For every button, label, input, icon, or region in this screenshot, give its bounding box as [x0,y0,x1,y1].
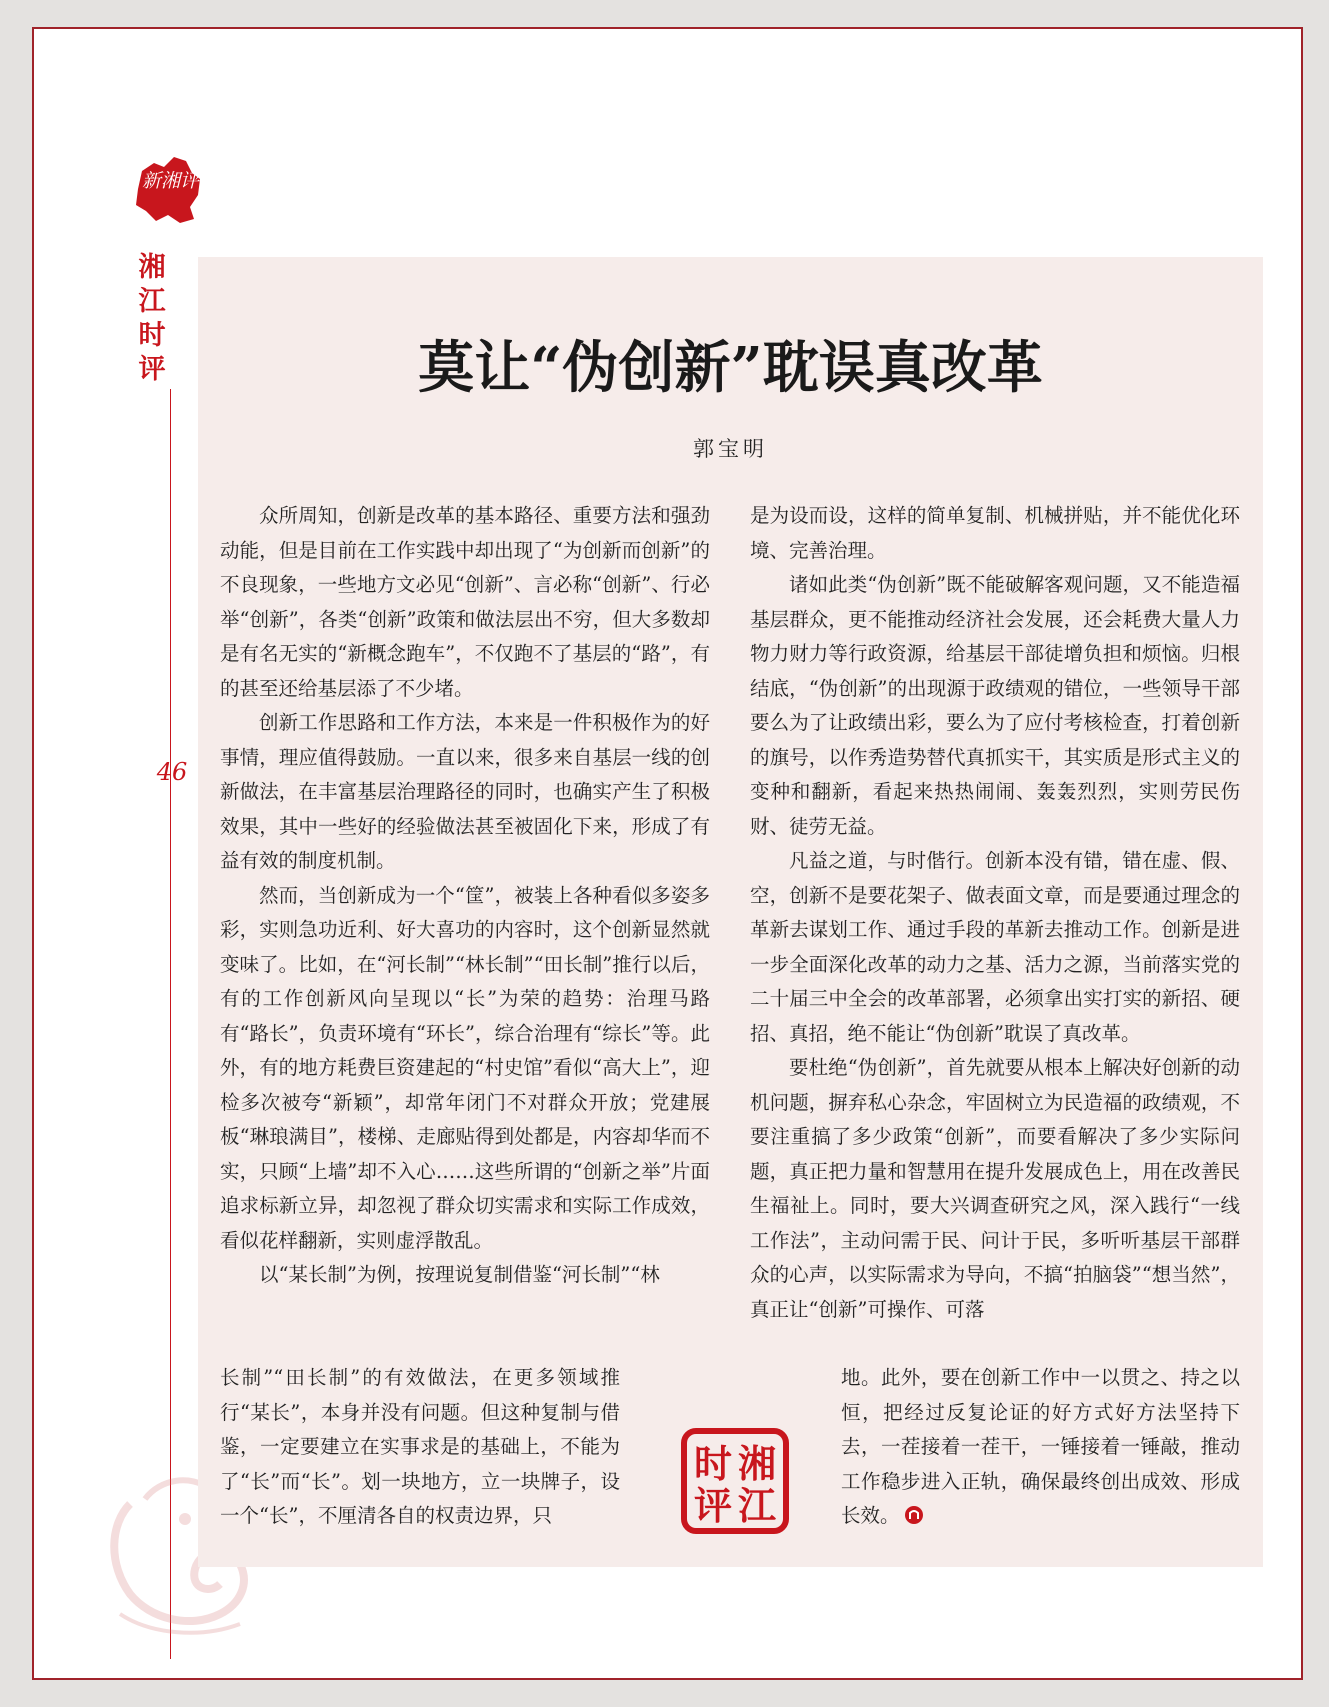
paragraph: 凡益之道，与时偕行。创新本没有错，错在虚、假、空，创新不是要花架子、做表面文章，而是要通过理念的革新去谋划工作、通过手段的革新去推动工作。创新是进一步全面深化改革的动力之基、活力之源，当前落实党的二十届三中全会的改革部署，必须拿出实打实的新招、硬招、真招，绝不能让“伪创新”耽误了真改革。 [750,849,1240,1045]
paragraph [841,1361,1240,1534]
paragraph: 诸如此类“伪创新”既不能破解客观问题，又不能造福基层群众，更不能推动经济社会发展，还会耗费大量人力物力财力等行政资源，给基层干部徒增负担和烦恼。归根结底，“伪创新”的出现源于政绩观的错位，一些领导干部要么为了让政绩出彩，要么为了应付考核检查，打着创新的旗号，以作秀造势替代真抓实干，其实质是形式主义的变种和翻新，看起来热热闹闹、轰轰烈烈，实则劳民伤财、徒劳无益。 [750,573,1240,838]
paragraph: 然而，当创新成为一个“筐”，被装上各种看似多姿多彩，实则急功近利、好大喜功的内容时，这个创新显然就变味了。比如，在“河长制”“林长制”“田长制”推行以后，有的工作创新风向呈现以“长”为荣的趋势：治理马路有“路长”，负责环境有“环长”，综合治理有“综长”等。此外，有的地方耗费巨资建起的“村史馆”看似“高大上”，迎检多次被夸“新颖”，却常年闭门不对群众开放；党建展板“琳琅满目”，楼梯、走廊贴得到处都是，内容却华而不实，只顾“上墙”却不入心……这些所谓的“创新之举”片面追求标新立异，却忽视了群众切实需求和实际工作成效，看似花样翻新，实则虚浮散乱。 [220,883,710,1252]
logo-map-icon [128,149,219,229]
svg-text:江: 江 [738,1484,777,1528]
article-column-left-bottom [220,1361,620,1534]
paragraph: 要杜绝“伪创新”，首先就要从根本上解决好创新的动机问题，摒弃私心杂念，牢固树立为民造福的政绩观，不要注重搞了多少政策“创新”，而要看解决了多少实际问题，真正把力量和智慧用在提升发展成色上，用在改善民生福祉上。同时，要大兴调查研究之风，深入践行“一线工作法”，主动问需于民、问计于民，多听听基层干部群众的心声，以实际需求为导向，不搞“拍脑袋”“想当然”，真正让“创新”可操作、可落 [750,1056,1240,1321]
paragraph: 长制”“田长制”的有效做法，在更多领域推行“某长”，本身并没有问题。但这种复制与借鉴，一定要建立在实事求是的基础上，不能为了“长”而“长”。划一块地方，立一块牌子，设一个“长”，不厘清各自的权责边界，只 [220,1366,620,1527]
section-label: 湘江时评 [138,252,166,385]
paragraph-text: 地。此外，要在创新工作中一以贯之、持之以恒，把经过反复论证的好方式好方法坚持下去，一茬接着一茬干，一锤接着一锤敲，推动工作稳步进入正轨，确保最终创出成效、形成长效。 [841,1366,1240,1527]
paragraph: 以“某长制”为例，按理说复制借鉴“河长制”“林 [259,1263,660,1286]
svg-text:新湘评论: 新湘评论 [142,170,219,192]
article-column-left [220,499,710,1293]
paragraph: 众所周知，创新是改革的基本路径、重要方法和强劲动能，但是目前在工作实践中却出现了“为创新而创新”的不良现象，一些地方文必见“创新”、言必称“创新”、行必举“创新”，各类“创新”政策和做法层出不穷，但大多数却是有名无实的“新概念跑车”，不仅跑不了基层的“路”，有的甚至还给基层添了不少堵。 [220,504,710,700]
article-author: 郭宝明 [693,437,768,461]
svg-text:时: 时 [694,1442,733,1486]
article-title: 莫让“伪创新”耽误真改革 [418,335,1043,401]
end-mark-icon [904,1505,924,1525]
stamp-seal-icon [680,1427,790,1535]
article-column-right [750,499,1240,1327]
article-column-right-bottom [841,1361,1240,1534]
page-number: 46 [156,758,188,786]
svg-text:评: 评 [694,1484,733,1528]
magazine-page [32,27,1303,1680]
paragraph: 是为设而设，这样的简单复制、机械拼贴，并不能优化环境、完善治理。 [750,504,1240,562]
svg-text:湘: 湘 [738,1442,777,1486]
paragraph: 创新工作思路和工作方法，本来是一件积极作为的好事情，理应值得鼓励。一直以来，很多来自基层一线的创新做法，在丰富基层治理路径的同时，也确实产生了积极效果，其中一些好的经验做法甚至被固化下来，形成了有益有效的制度机制。 [220,711,710,872]
article-panel [198,257,1263,1567]
